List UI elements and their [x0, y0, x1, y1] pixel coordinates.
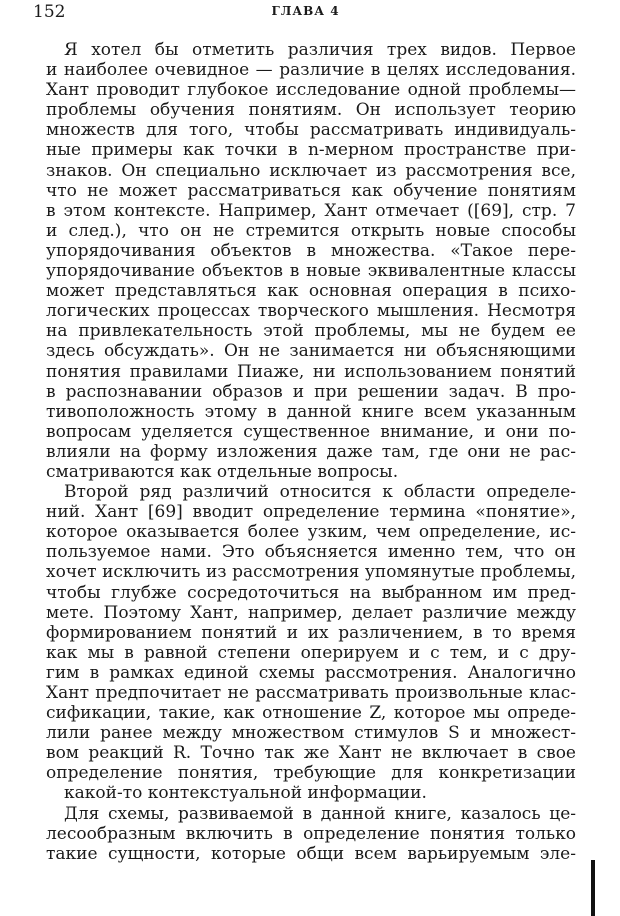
text-line: множеств для того, чтобы рассматривать индивидуаль-: [46, 120, 576, 141]
text-line: какой-то контекстуальной информации.: [64, 783, 427, 804]
text-line: упорядочивание объектов в новые эквивалентные классы: [46, 261, 576, 282]
text-line: логических процессах творческого мышления. Несмотря: [46, 301, 576, 322]
text-line: здесь обсуждать». Он не занимается ни объясняющими: [46, 341, 576, 362]
text-line: гим в рамках единой схемы рассмотрения. Аналогично: [46, 662, 576, 683]
text-line: вопросам уделяется существенное внимание, и они по-: [46, 421, 576, 442]
text-line: и наиболее очевидное — различие в целях исследования.: [46, 60, 576, 81]
text-line: сификации, такие, как отношение Z, которое мы опреде-: [46, 703, 576, 724]
text-line: ний. Хант [69] вводит определение термина «понятие»,: [46, 502, 576, 523]
text-line: сматриваются как отдельные вопросы.: [46, 461, 399, 482]
text-line: и след.), что он не стремится открыть новые способы: [46, 220, 576, 241]
text-line: Хант проводит глубокое исследование одной проблемы—: [46, 80, 576, 101]
text-line: Второй ряд различий относится к области определе-: [64, 482, 576, 503]
text-line: ные примеры как точки в n-мерном пространстве при-: [46, 140, 576, 161]
text-line: в распознавании образов и при решении задач. В про-: [46, 381, 576, 402]
page-number: 152: [33, 2, 66, 22]
text-line: лили ранее между множеством стимулов S и множест-: [46, 723, 576, 744]
page-header: [33, 2, 578, 22]
running-head: ГЛАВА 4: [271, 4, 340, 18]
text-line: понятия правилами Пиаже, ни использованием понятий: [46, 361, 576, 382]
text-line: упорядочивания объектов в множества. «Такое пере-: [46, 240, 576, 261]
body-text: [46, 40, 576, 864]
text-line: хочет исключить из рассмотрения упомянутые проблемы,: [46, 562, 576, 583]
page-edge-shadow: [591, 860, 595, 916]
text-line: определение понятия, требующие для конкретизации: [46, 763, 576, 784]
text-line: знаков. Он специально исключает из рассмотрения все,: [46, 160, 576, 181]
text-line: Я хотел бы отметить различия трех видов. Первое: [64, 40, 576, 60]
text-line: лесообразным включить в определение понятия только: [46, 823, 576, 844]
text-line: пользуемое нами. Это объясняется именно тем, что он: [46, 542, 576, 563]
text-line: такие сущности, которые общи всем варьируемым эле-: [46, 843, 576, 864]
text-line: может представляться как основная операция в психо-: [46, 281, 576, 302]
text-line: на привлекательность этой проблемы, мы не будем ее: [46, 321, 576, 342]
text-line: что не может рассматриваться как обучение понятиям: [46, 180, 576, 201]
text-line: Хант предпочитает не рассматривать произвольные клас-: [46, 683, 576, 703]
text-line: которое оказывается более узким, чем определение, ис-: [46, 522, 576, 543]
text-line: формированием понятий и их различением, в то время: [46, 622, 576, 643]
text-line: тивоположность этому в данной книге всем указанным: [46, 401, 576, 422]
text-line: влияли на форму изложения даже там, где они не рас-: [46, 441, 576, 462]
text-line: в этом контексте. Например, Хант отмечает ([69], стр. 7: [46, 200, 576, 221]
text-line: проблемы обучения понятиям. Он использует теорию: [46, 100, 576, 121]
text-line: чтобы глубже сосредоточиться на выбранном им пред-: [46, 582, 576, 603]
text-line: Для схемы, развиваемой в данной книге, казалось це-: [64, 803, 576, 824]
text-line: как мы в равной степени оперируем и с тем, и с дру-: [46, 642, 576, 663]
text-line: мете. Поэтому Хант, например, делает различие между: [46, 602, 576, 623]
text-line: вом реакций R. Точно так же Хант не включает в свое: [46, 743, 576, 764]
